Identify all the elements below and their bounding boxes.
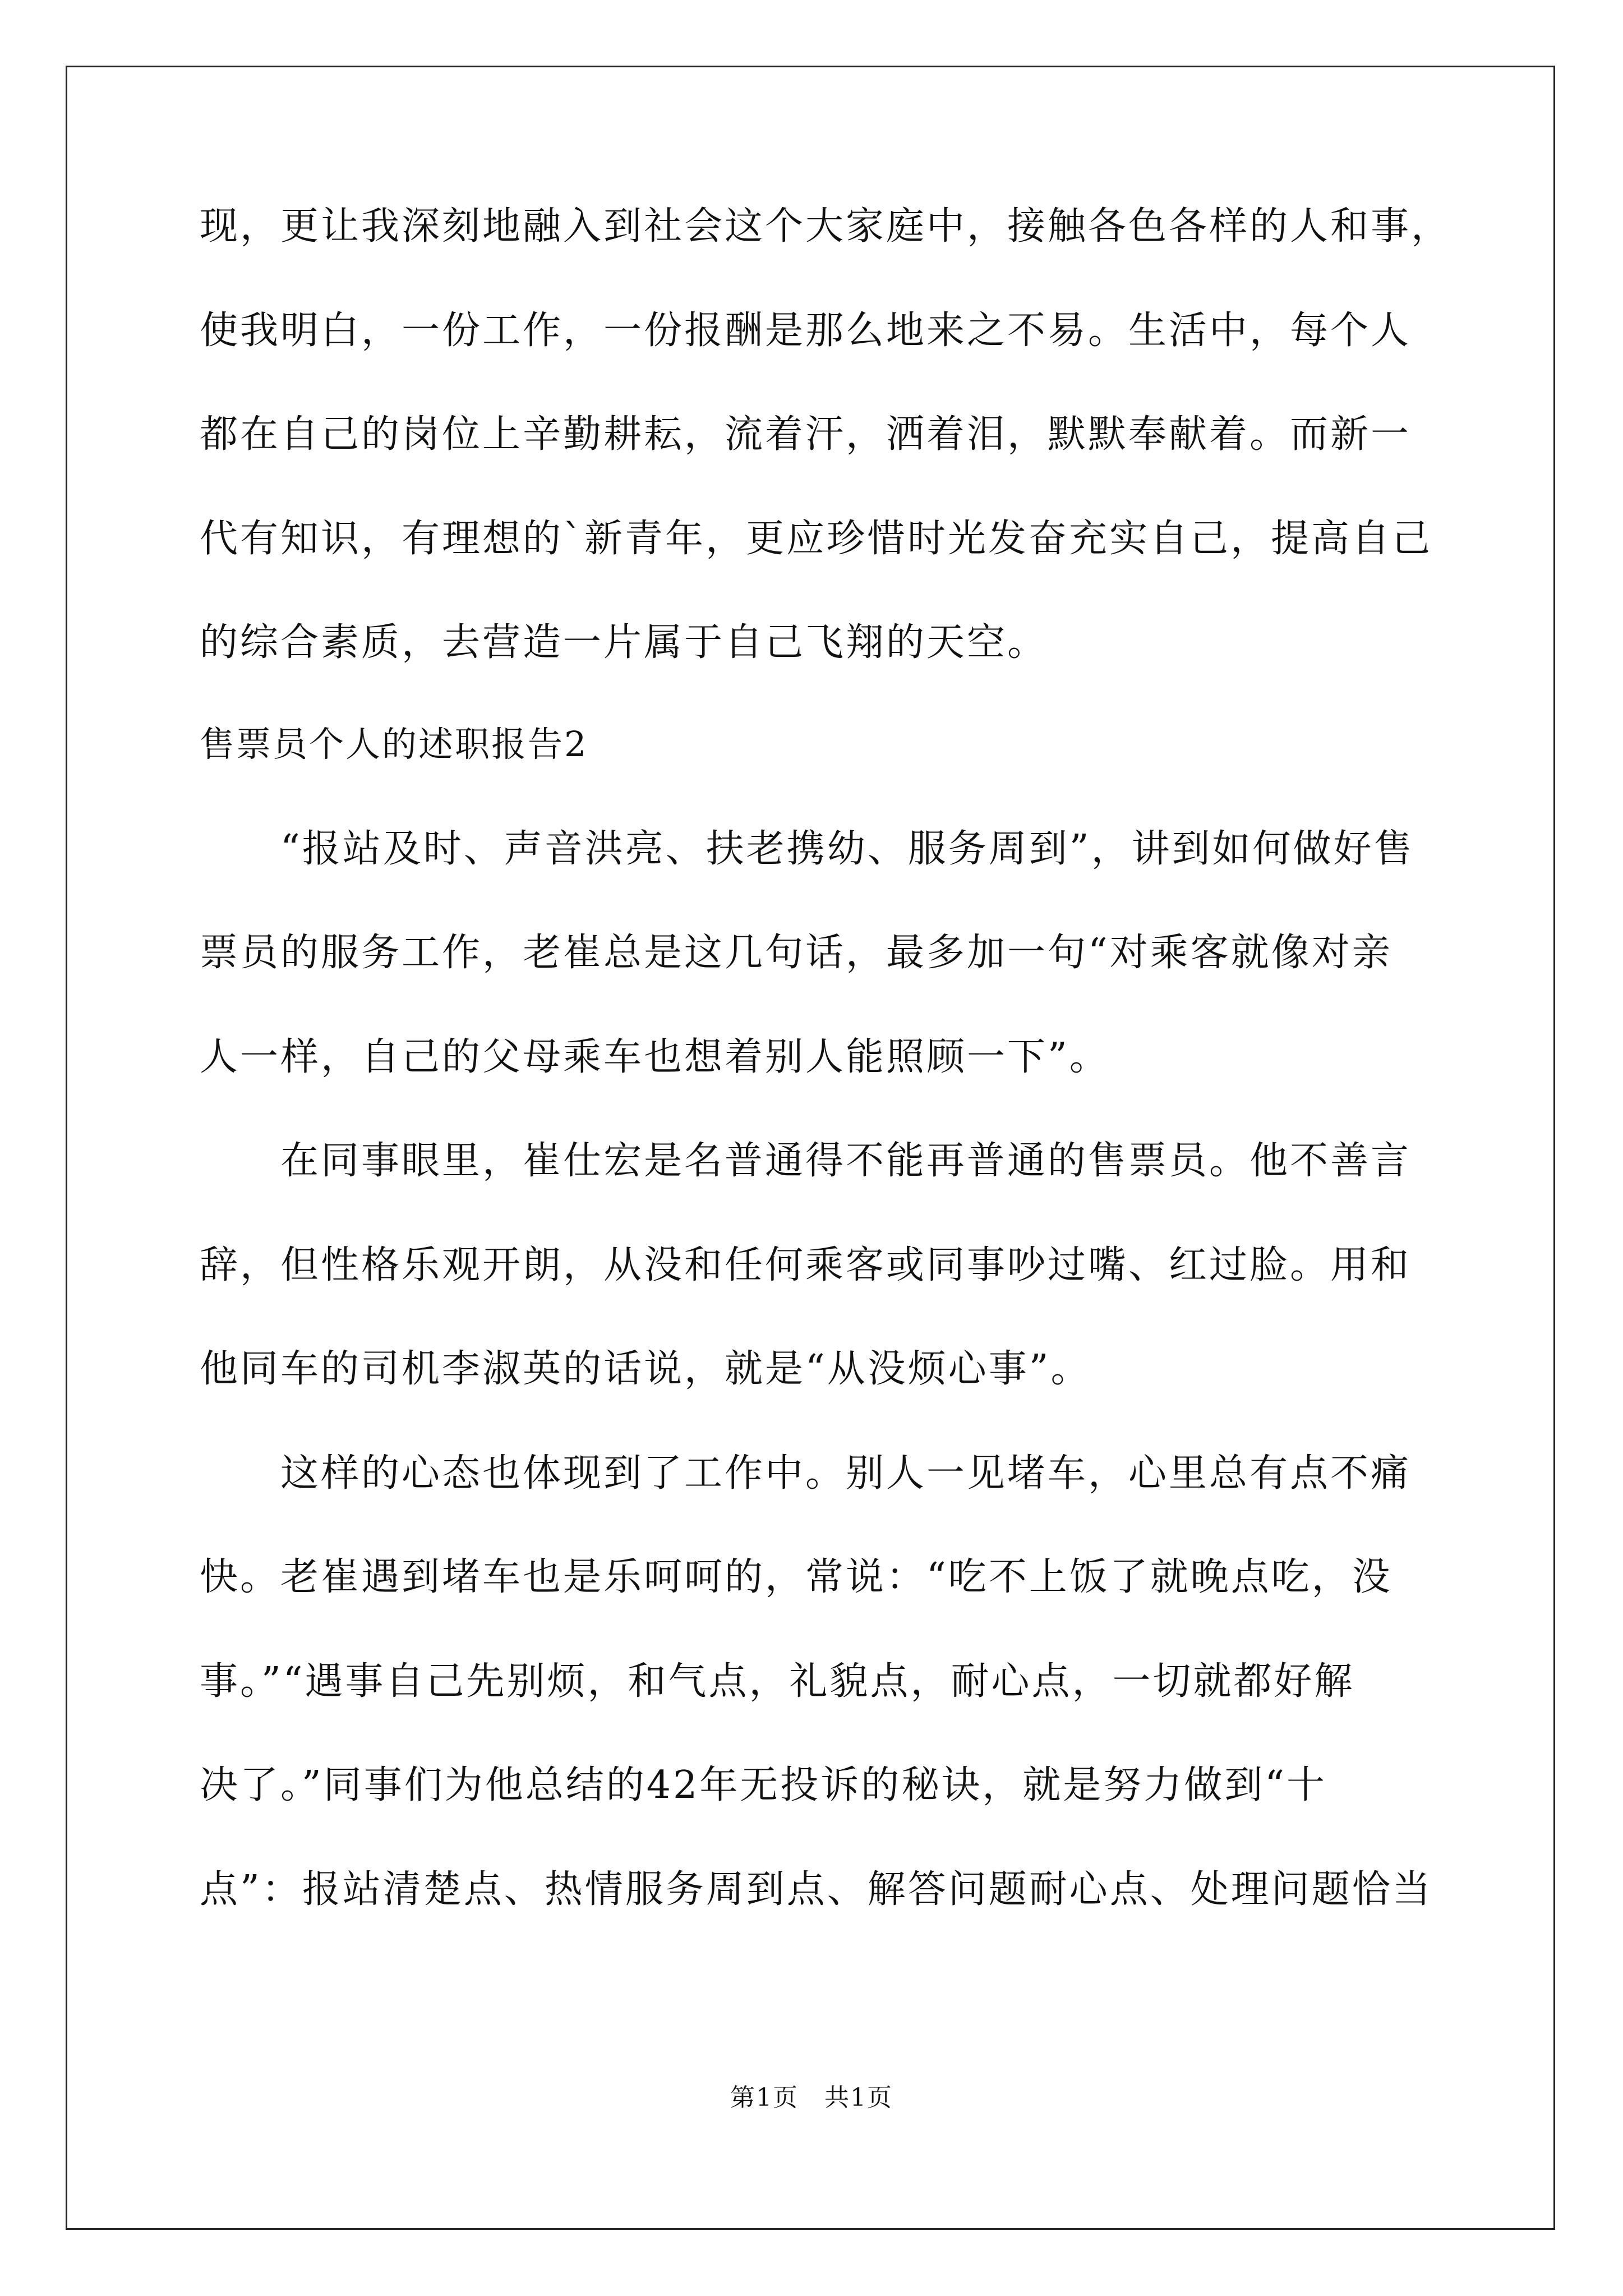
text-line: 现，更让我深刻地融入到社会这个大家庭中，接触各色各样的人和事， — [200, 204, 1452, 249]
text-line: 票员的服务工作，老崔总是这几句话，最多加一句“对乘客就像对亲 — [200, 931, 1393, 975]
section-heading: 售票员个人的述职报告2 — [200, 724, 588, 765]
text-line: 事。”“遇事自己先别烦，和气点，礼貌点，耐心点，一切就都好解 — [200, 1659, 1355, 1704]
text-line: 点”：报站清楚点、热情服务周到点、解答问题耐心点、处理问题恰当 — [200, 1867, 1433, 1912]
text-line: 辞，但性格乐观开朗，从没和任何乘客或同事吵过嘴、红过脸。用和 — [200, 1243, 1412, 1287]
text-line: 这样的心态也体现到了工作中。别人一见堵车，心里总有点不痛 — [200, 1451, 1412, 1496]
text-line: 决了。”同事们为他总结的42年无投诉的秘诀，就是努力做到“十 — [200, 1763, 1327, 1807]
text-line: 的综合素质，去营造一片属于自己飞翔的天空。 — [200, 620, 1048, 665]
text-line: 使我明白，一份工作，一份报酬是那么地来之不易。生活中，每个人 — [200, 309, 1412, 353]
text-line: 代有知识，有理想的`新青年，更应珍惜时光发奋充实自己，提高自己 — [200, 517, 1433, 561]
text-line: 都在自己的岗位上辛勤耕耘，流着汗，洒着泪，默默奉献着。而新一 — [200, 412, 1412, 457]
text-line: 人一样，自己的父母乘车也想着别人能照顾一下”。 — [200, 1035, 1110, 1079]
text-line: “报站及时、声音洪亮、扶老携幼、服务周到”，讲到如何做好售 — [200, 827, 1414, 871]
document-body — [200, 204, 1452, 1912]
text-line: 在同事眼里，崔仕宏是名普通得不能再普通的售票员。他不善言 — [200, 1139, 1412, 1183]
text-line: 他同车的司机李淑英的话说，就是“从没烦心事”。 — [200, 1347, 1091, 1391]
text-line: 快。老崔遇到堵车也是乐呵呵的，常说：“吃不上饭了就晚点吃，没 — [200, 1555, 1393, 1599]
page-number-footer: 第1页 共1页 — [730, 2083, 893, 2112]
